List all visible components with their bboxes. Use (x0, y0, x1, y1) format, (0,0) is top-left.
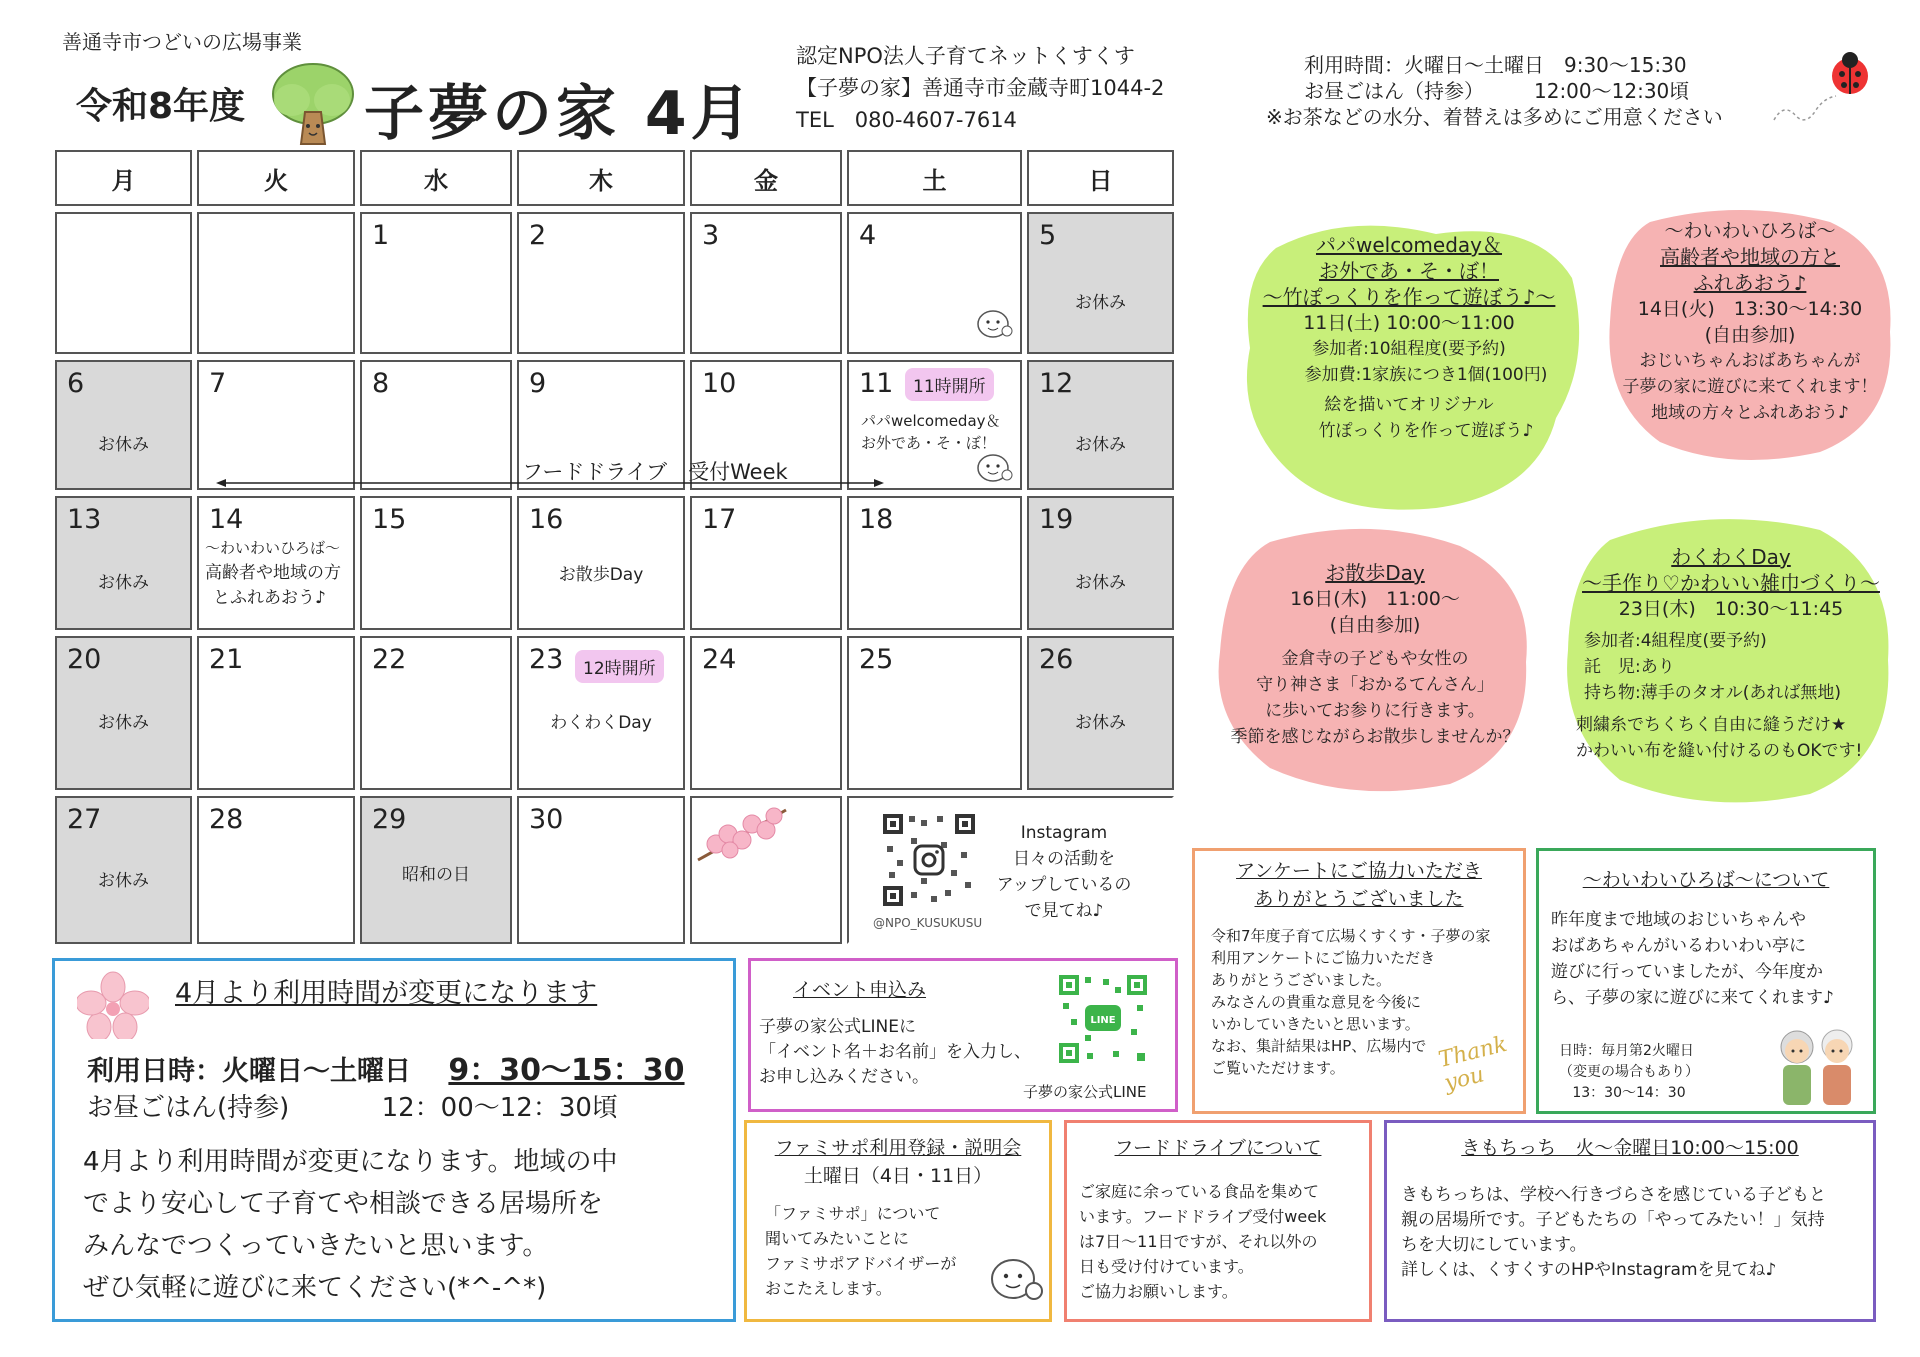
calendar-cell-3 (690, 212, 842, 354)
hours-info (1266, 52, 1723, 130)
waiwai-about-schedule: 日時：毎月第2火曜日 （変更の場合もあり） 13：30～14：30 (1559, 1043, 1699, 1101)
tel: TEL 080-4607-7614 (796, 108, 1017, 132)
cherry-blossom-icon (694, 800, 790, 880)
line-label: 子夢の家公式LINE (1023, 1083, 1147, 1101)
food-drive-week-label: フードドライブ 受付Week (522, 460, 788, 484)
weekday-wed: 水 (360, 150, 512, 206)
notice-hours-time: 9：30～15：30 (448, 1053, 685, 1088)
calendar-cell-28 (197, 796, 355, 944)
calendar-cell-13 (55, 496, 192, 630)
famisapo-body: 「ファミサポ」について 聞いてみたいことに ファミサポアドバイザーが おこたえします。 (765, 1204, 957, 1298)
calendar-cell-11 (847, 360, 1022, 490)
ladybug-icon (1766, 52, 1876, 132)
survey-body: 令和7年度子育て広場くすくす・子夢の家 利用アンケートにご協力いただき ありがとうございました。 みなさんの貴重な意見を今後に いかしていきたいと思います。 なお、集計結果はHP、広場内で ご覧いただけます。 (1211, 927, 1491, 1077)
wakuwaku-event (1566, 544, 1896, 764)
wakuwaku-items: 持ち物:薄手のタオル(あれば無地) (1584, 683, 1841, 703)
wakuwaku-title-2: ～手作り♡かわいい雑巾づくり～ (1582, 571, 1880, 595)
smiley-icon (989, 1255, 1045, 1305)
event-papa: パパwelcomeday＆ お外であ・そ・ぼ！ (861, 412, 1001, 452)
calendar-cell-22 (360, 636, 512, 790)
event-sanpo: お散歩Day (558, 565, 644, 585)
weekday-thu: 木 (517, 150, 685, 206)
day-number: 16 (529, 504, 564, 535)
papa-desc-2: 竹ぽっくりを作って遊ぼう♪ (1318, 421, 1534, 441)
closed-label: お休み (1075, 713, 1126, 733)
kimochicchi-box (1384, 1120, 1876, 1322)
holiday-label: 昭和の日 (402, 865, 470, 885)
hours-note: ※お茶などの水分、着替えは多めにご用意ください (1266, 105, 1723, 129)
page-title: 子夢の家 4月 (364, 79, 755, 149)
weekday-sun: 日 (1027, 150, 1174, 206)
sanpo-desc-1: 金倉寺の子どもや女性の (1281, 649, 1469, 669)
calendar-cell-15 (360, 496, 512, 630)
closed-label: お休み (1075, 573, 1126, 593)
waiwai-free: (自由参加) (1704, 324, 1796, 346)
waiwai-about-title: ～わいわいひろば～について (1582, 869, 1830, 891)
day-number: 24 (702, 644, 737, 675)
day-number: 18 (859, 504, 894, 535)
day-number: 21 (209, 644, 244, 675)
calendar-cell-12 (1027, 360, 1174, 490)
weekday-mon: 月 (55, 150, 192, 206)
calendar-cell-empty (55, 212, 192, 354)
day-number: 1 (372, 220, 390, 251)
calendar-cell-14 (197, 496, 355, 630)
fiscal-year: 令和8年度 (76, 86, 246, 127)
day-number: 25 (859, 644, 894, 675)
instagram-text: Instagram 日々の活動を アップしているの で見てね♪ (996, 823, 1132, 921)
day-number: 5 (1039, 220, 1057, 251)
sanpo-desc-4: 季節を感じながらお散歩しませんか？ (1230, 727, 1520, 747)
famisapo-title: ファミサポ利用登録・説明会 (774, 1137, 1022, 1159)
papa-participants: 参加者:10組程度(要予約) (1312, 339, 1506, 359)
wakuwaku-childcare: 託 児:あり (1584, 657, 1675, 677)
notice-lunch (87, 1087, 618, 1124)
wakuwaku-desc-2: かわいい布を縫い付けるのもOKです! (1576, 741, 1863, 761)
papa-title-3: ～竹ぽっくりを作って遊ぼう♪～ (1262, 285, 1556, 309)
wakuwaku-desc-1: 刺繍糸でちくちく自由に縫うだけ★ (1576, 715, 1847, 735)
papa-fee: 参加費:1家族につき1個(100円) (1304, 365, 1548, 385)
day-number: 7 (209, 368, 227, 399)
calendar-cell-19 (1027, 496, 1174, 630)
sanpo-desc-2: 守り神さま「おかるてんさん」 (1256, 675, 1494, 695)
day-number: 29 (372, 804, 407, 835)
notice-hours-label: 利用日時：火曜日～土曜日 (87, 1056, 411, 1087)
notice-title: 4月より利用時間が変更になります (175, 978, 598, 1009)
food-drive-title: フードドライブについて (1114, 1137, 1322, 1159)
instagram-handle: @NPO_KUSUKUSU (873, 916, 983, 930)
papa-event (1244, 232, 1574, 444)
sanpo-date: 16日(木) 11:00～ (1290, 588, 1460, 610)
kimochicchi-body: きもちっちは、学校へ行きづらさを感じている子どもと 親の居場所です。子どもたちの「やってみたい！」気持 ちを大切にしています。 詳しくは、くすくすのHPやInstagramを見てね♪ (1401, 1185, 1826, 1280)
waiwai-date: 14日(火) 13:30～14:30 (1637, 298, 1863, 320)
papa-title-1: パパwelcomeday＆ (1315, 233, 1503, 257)
day-number: 4 (859, 220, 877, 251)
svg-text:LINE: LINE (1090, 1015, 1116, 1026)
calendar-cell-7 (197, 360, 355, 490)
waiwai-event (1594, 218, 1906, 426)
calendar-cell-6 (55, 360, 192, 490)
event-waiwai: ～わいわいひろば～ 高齢者や地域の方 とふれあおう♪ (205, 539, 341, 608)
sanpo-event (1200, 560, 1550, 750)
day-number: 11 (859, 368, 894, 399)
calendar-cell-23 (517, 636, 685, 790)
day-number: 15 (372, 504, 407, 535)
famisapo-date: 土曜日（4日・11日） (803, 1165, 993, 1187)
sakura-cell (690, 796, 842, 944)
day-number: 9 (529, 368, 547, 399)
papa-title-2: お外であ・そ・ぼ！ (1319, 259, 1499, 283)
day-number: 12 (1039, 368, 1074, 399)
waiwai-title-3: ふれあおう♪ (1693, 271, 1807, 295)
closed-label: お休み (98, 713, 149, 733)
closed-label: お休み (98, 435, 149, 455)
day-number: 26 (1039, 644, 1074, 675)
calendar-cell-2 (517, 212, 685, 354)
hours-change-notice (52, 958, 736, 1322)
notice-hours (87, 1045, 685, 1089)
day-number: 10 (702, 368, 737, 399)
closed-label: お休み (98, 871, 149, 891)
waiwai-desc-1: おじいちゃんおばあちゃんが (1639, 351, 1861, 371)
sanpo-free: (自由参加) (1329, 614, 1421, 636)
calendar-cell-30 (517, 796, 685, 944)
address: 【子夢の家】善通寺市金蔵寺町1044-2 (796, 76, 1165, 100)
day-number: 3 (702, 220, 720, 251)
event-wakuwaku: わくわくDay (550, 713, 652, 733)
waiwai-desc-2: 子夢の家に遊びに来てくれます！ (1622, 377, 1878, 397)
notice-lunch-time: 12：00～12：30頃 (381, 1093, 618, 1123)
day-number: 20 (67, 644, 102, 675)
weekday-sat: 土 (847, 150, 1022, 206)
elderly-couple-icon (1769, 1021, 1865, 1109)
weekday-fri: 金 (690, 150, 842, 206)
opening-time-tag: 12時開所 (575, 650, 664, 683)
sanpo-desc-3: に歩いてお参りに行きます。 (1265, 701, 1485, 721)
kimochicchi-title: きもちっち 火～金曜日10:00～15:00 (1461, 1137, 1799, 1159)
line-qr-icon[interactable] (1057, 973, 1149, 1065)
food-drive-body: ご家庭に余っている食品を集めて います。フードドライブ受付week は7日～11日ですが、それ以外の 日も受け付けています。 ご協力お願いします。 (1079, 1182, 1327, 1301)
calendar-cell-17 (690, 496, 842, 630)
calendar-cell-24 (690, 636, 842, 790)
event-apply-box (748, 958, 1178, 1112)
thank-you-logo: Thank you (1436, 1031, 1510, 1097)
tree-icon (268, 60, 358, 148)
calendar-cell-26 (1027, 636, 1174, 790)
day-number: 8 (372, 368, 390, 399)
famisapo-box (744, 1120, 1052, 1322)
day-number: 28 (209, 804, 244, 835)
calendar-cell-27 (55, 796, 192, 944)
day-number: 14 (209, 504, 244, 535)
calendar-cell-18 (847, 496, 1022, 630)
weekday-tue: 火 (197, 150, 355, 206)
hours-line: 利用時間：火曜日～土曜日 9:30～15:30 (1304, 53, 1687, 77)
survey-title: アンケートにご協力いただき ありがとうございました (1236, 860, 1482, 910)
npo-info (796, 40, 1164, 136)
wakuwaku-date: 23日(木) 10:30～11:45 (1618, 598, 1844, 620)
opening-time-tag: 11時開所 (905, 368, 994, 401)
smiley-icon (976, 452, 1014, 484)
waiwai-desc-3: 地域の方々とふれあおう♪ (1651, 403, 1849, 423)
event-apply-title: イベント申込み (793, 979, 927, 1001)
day-number: 6 (67, 368, 85, 399)
food-drive-box (1064, 1120, 1372, 1322)
calendar-cell-empty (197, 212, 355, 354)
organizer-label: 善通寺市つどいの広場事業 (62, 30, 302, 54)
waiwai-title-1: ～わいわいひろば～ (1664, 220, 1836, 242)
calendar-cell-16 (517, 496, 685, 630)
waiwai-about-body: 昨年度まで地域のおじいちゃんや おばあちゃんがいるわいわい亭に 遊びに行っていましたが、今年度か ら、子夢の家に遊びに来てくれます♪ (1551, 910, 1834, 1008)
calendar-cell-21 (197, 636, 355, 790)
day-number: 13 (67, 504, 102, 535)
papa-desc-1: 絵を描いてオリジナル (1324, 395, 1494, 415)
sanpo-title: お散歩Day (1325, 561, 1425, 585)
day-number: 22 (372, 644, 407, 675)
notice-lunch-label: お昼ごはん(持参) (87, 1093, 290, 1123)
lunch-line: お昼ごはん（持参） 12:00～12:30頃 (1304, 79, 1690, 103)
day-number: 19 (1039, 504, 1074, 535)
day-number: 27 (67, 804, 102, 835)
instagram-cell (847, 796, 1174, 944)
calendar-cell-29 (360, 796, 512, 944)
day-number: 2 (529, 220, 547, 251)
event-apply-body: 子夢の家公式LINEに 「イベント名＋お名前」を入力し、 お申し込みください。 (759, 1017, 1031, 1087)
waiwai-about-box (1536, 848, 1876, 1114)
closed-label: お休み (98, 573, 149, 593)
calendar-cell-4 (847, 212, 1022, 354)
calendar-cell-20 (55, 636, 192, 790)
smiley-icon (976, 308, 1014, 340)
closed-label: お休み (1075, 293, 1126, 313)
instagram-qr-icon[interactable] (881, 812, 977, 908)
npo-name: 認定NPO法人子育てネットくすくす (796, 44, 1135, 68)
closed-label: お休み (1075, 435, 1126, 455)
day-number: 30 (529, 804, 564, 835)
wakuwaku-participants: 参加者:4組程度(要予約) (1584, 631, 1767, 651)
waiwai-title-2: 高齢者や地域の方と (1660, 245, 1840, 269)
survey-box (1192, 848, 1526, 1114)
day-number: 17 (702, 504, 737, 535)
calendar-cell-1 (360, 212, 512, 354)
calendar-cell-8 (360, 360, 512, 490)
calendar-cell-25 (847, 636, 1022, 790)
calendar-cell-5 (1027, 212, 1174, 354)
papa-date: 11日(土) 10:00～11:00 (1303, 312, 1515, 334)
flower-icon (77, 971, 149, 1039)
notice-body: 4月より利用時間が変更になります。地域の中 でより安心して子育てや相談できる居場所を みんなでつくっていきたいと思います。 ぜひ気軽に遊びに来てください(*^-^*) (83, 1147, 618, 1303)
wakuwaku-title-1: わくわくDay (1671, 545, 1791, 569)
day-number: 23 (529, 644, 564, 675)
